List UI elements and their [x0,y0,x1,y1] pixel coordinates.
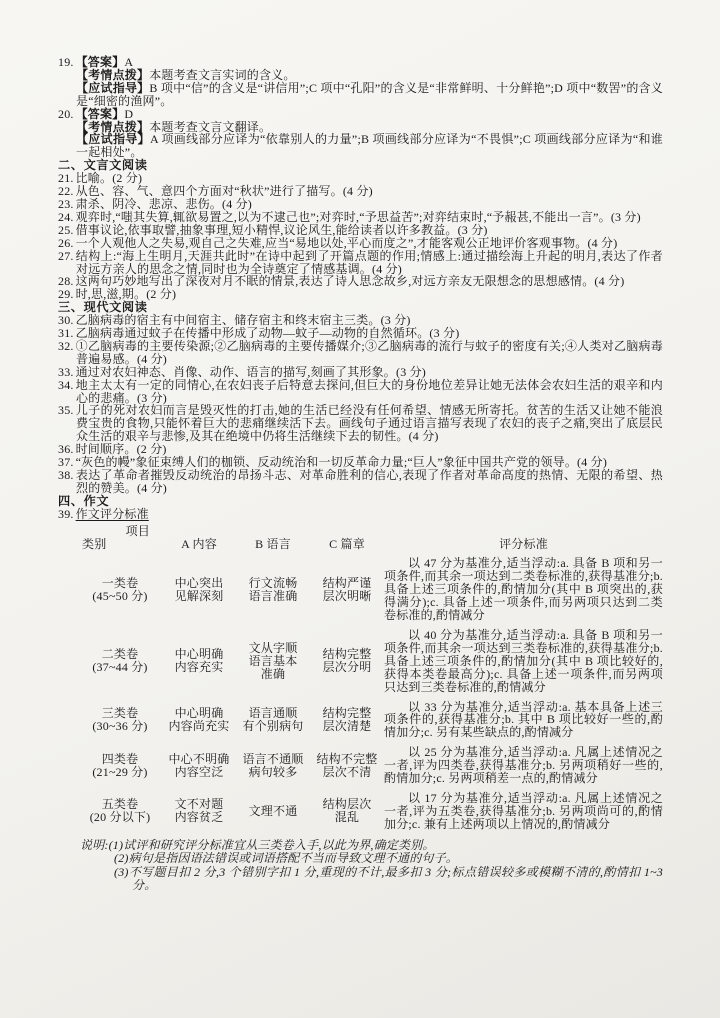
table-row-grade1 [78,557,663,622]
exam-point-label: 【考情点拨】 [76,67,150,82]
answer-item-29 [58,288,663,301]
structure-cell [310,753,384,779]
section-heading-modern: 三、现代文阅读 [58,300,148,315]
answer-text: 时,思,滋,期。(2 分) [75,287,177,302]
guidance-label: 【应试指导】 [76,80,150,95]
answer-label: 【答案】 [75,106,125,121]
content-cell [162,753,236,779]
scoring-table [78,525,663,831]
grade-name: 四类卷 [101,751,139,766]
note-line-1 [80,839,663,853]
guidance-line [58,82,663,108]
answer-text: 儿子的死对农妇而言是毁灭性的打击,她的生活已经没有任何希望、情感无所寄托。贫苦的生活又让她不能浪费宝贵的食物,只能怀着巨大的悲痛继续活下去。画线句子通过语言描写表现了农妇的丧子之痛,突出了底层民众生活的艰辛与悲惨,及其在绝境中仍将生活继续下去的韧性。(4 分) [75,403,663,444]
note-line-3 [80,866,663,893]
structure-cell [310,798,384,824]
grade-cell [78,707,162,733]
language-cell [236,577,310,603]
answer-label: 【答案】 [75,55,125,69]
cell-line: 层次分明 [322,660,372,675]
guidance-text: A 项画线部分应译为“依靠别人的力量”;B 项画线部分应译为“不畏惧”;C 项画线部分应译为“和谁一起相处”。 [76,132,663,160]
structure-cell [310,577,384,603]
corner-label-category: 类别 [82,536,107,551]
standard-cell: 以 40 分为基准分,适当浮动:a. 具备 B 项和另一项条件,而其余一项达到三类卷标准的,获得基准分;b. 具备上述三项条件的,酌情加分(其中 B 项比较好的,获得本类卷最高分);c. 具备上述一项条件,而另两项只达到三类卷标准的,酌情减分 [384,627,663,694]
language-cell [236,707,310,733]
cell-line: 文从字顺 [248,640,298,655]
grade-cell [78,577,162,603]
exam-point-label: 【考情点拨】 [76,119,150,134]
grade-cell [78,753,162,779]
note-text: (3)不写题目扣 2 分,3 个错别字扣 1 分,重现的不计,最多扣 3 分;标点错误较多或模糊不清的,酌情扣 1~3 分。 [114,864,663,893]
item-number: 26. [58,235,74,250]
answer-text: 结构上:“海上生明月,天涯共此时”在诗中起到了开篇点题的作用;情感上:通过描绘海上升起的明月,表达了作者对远方亲人的思念之情,同时也为全诗奠定了情感基调。(4 分) [75,248,663,276]
cell-line: 准确 [260,666,286,681]
item-number: 38. [58,468,74,482]
language-cell [236,753,310,779]
note-text: (2)病句是指因语法错误或词语搭配不当而导致文理不通的句子。 [114,851,458,866]
language-cell [236,642,310,681]
scoring-standard-title: 作文评分标准 [75,506,149,521]
column-header-language: B 语言 [255,536,291,551]
grade-range: (20 分以下) [89,810,151,825]
grade-range: (21~29 分) [92,764,148,779]
guidance-text: B 项中“信”的含义是“讲信用”;C 项中“孔阳”的含义是“非常鲜明、十分鲜艳”;D 项中“数罟”的含义是“细密的渔网”。 [76,80,663,108]
item-number: 27. [58,248,74,263]
answer-item-32 [58,340,663,366]
content-cell [162,707,236,733]
item-number: 20. [58,106,74,121]
answer-text: 乙脑病毒的宿主有中间宿主、储存宿主和终末宿主三类。(3 分) [75,313,411,328]
answer-item-38 [58,469,663,495]
content-cell [162,648,236,674]
grade-name: 二类卷 [101,647,139,662]
cell-line: 层次不清 [322,764,372,779]
standard-cell: 以 47 分为基准分,适当浮动:a. 具备 B 项和另一项条件,而其余一项达到二类卷标准的,获得基准分;b. 具备上述三项条件的,酌情加分(其中 B 项突出的,获得满分);c. 具备上述一项条件,而另两项只达到二类卷标准的,酌情减分 [384,556,663,623]
item-number: 31. [58,326,74,341]
grade-name: 五类卷 [101,797,139,812]
item-number: 33. [58,364,74,379]
cell-line: 内容空泛 [174,764,224,779]
cell-line: 病句较多 [248,764,298,779]
grading-notes [80,839,663,893]
answer-text: 乙脑病毒通过蚊子在传播中形成了动物—蚊子—动物的自然循环。(3 分) [75,326,460,341]
table-row-grade3 [78,701,663,740]
answer-item-34 [58,379,663,405]
column-header-structure: C 篇章 [329,536,365,551]
cell-line: 中心突出 [174,575,224,590]
grade-range: (30~36 分) [92,718,148,733]
answer-text: 时间顺序。(2 分) [75,442,167,457]
table-row-grade2 [78,629,663,694]
answer-text: 借事议论,依事取譬,抽象事理,短小精悍,议论风生,能给读者以许多教益。(3 分) [75,222,488,237]
item-number: 28. [58,274,74,289]
cell-line: 结构完整 [322,705,372,720]
item-number: 37. [58,455,74,470]
cell-line: 中心不明确 [168,751,230,766]
answer-text: ①乙脑病毒的主要传染源;②乙脑病毒的主要传播媒介;③乙脑病毒的流行与蚊子的密度有关;④人类对乙脑病毒普遍易感。(4 分) [75,338,663,366]
cell-line: 文理不通 [248,803,298,818]
item-number: 24. [58,209,74,224]
standard-cell: 以 33 分为基准分,适当浮动:a. 基本具备上述三项条件的,获得基准分;b. 其中 B 项比较好一些的,酌情加分;c. 另有某些缺点的,酌情减分 [384,699,663,740]
answer-text: 地主太太有一定的同情心,在农妇丧子后特意去探问,但巨大的身份地位差异让她无法体会农妇生活的艰辛和内心的悲痛。(3 分) [75,377,663,405]
exam-point-text: 本题考查文言实词的含义。 [149,67,296,82]
guidance-label: 【应试指导】 [76,132,150,147]
grade-name: 一类卷 [101,575,139,590]
cell-line: 行文流畅 [248,575,298,590]
exam-point-text: 本题考查文言文翻译。 [149,119,272,134]
grade-range: (45~50 分) [92,588,148,603]
item-number: 39. [58,506,74,521]
section-heading-composition: 四、作文 [58,493,110,508]
cell-line: 结构完整 [322,647,372,662]
cell-line: 中心明确 [174,647,224,662]
cell-line: 语言通顺 [248,705,298,720]
table-row-grade5 [78,792,663,831]
table-corner-cell [78,525,162,551]
answer-item-35 [58,404,663,443]
item-number: 23. [58,196,74,211]
answer-text: 从色、容、气、意四个方面对“秋状”进行了描写。(4 分) [75,184,373,199]
cell-line: 混乱 [334,810,360,825]
structure-cell [310,648,384,674]
table-row-grade4 [78,746,663,785]
item-number: 30. [58,313,74,328]
cell-line: 内容贫乏 [174,810,224,825]
answer-key-body [58,56,663,521]
cell-line: 文不对题 [174,797,224,812]
item-number: 29. [58,287,74,302]
cell-line: 结构严谨 [322,575,372,590]
cell-line: 内容充实 [174,660,224,675]
cell-line: 见解深刻 [174,588,224,603]
corner-label-project: 项目 [125,523,150,538]
answer-text: A [124,55,134,69]
column-header-standard: 评分标准 [499,536,548,551]
grade-cell [78,648,162,674]
item-number: 36. [58,442,74,457]
item-number: 22. [58,184,74,199]
content-cell [162,577,236,603]
cell-line: 语言准确 [248,588,298,603]
item-number: 34. [58,377,74,392]
answer-text: “灰色的幔”象征束缚人们的枷锁、反动统治和一切反革命力量;“巨人”象征中国共产党的领导。(4 分) [75,455,608,470]
section-heading-classical: 二、文言文阅读 [58,158,148,173]
cell-line: 层次明晰 [322,588,372,603]
cell-line: 有个别病句 [242,718,304,733]
cell-line: 内容尚充实 [168,718,230,733]
answer-text: 比喻。(2 分) [75,171,143,186]
cell-line: 结构层次 [322,797,372,812]
cell-line: 层次清楚 [322,718,372,733]
language-cell [236,805,310,818]
column-header-content: A 内容 [181,536,217,551]
answer-text: 通过对农妇神态、肖像、动作、语言的描写,刻画了其形象。(3 分) [75,364,427,379]
table-header-row [78,525,663,551]
item-number: 32. [58,338,74,353]
content-cell [162,798,236,824]
cell-line: 语言基本 [248,653,298,668]
notes-label: 说明: [80,837,109,852]
cell-line: 语言不通顺 [242,751,304,766]
grade-range: (37~44 分) [92,660,148,675]
grade-name: 三类卷 [101,705,139,720]
note-text: (1)试评和研究评分标准宜从三类卷入手,以此为界,确定类别。 [108,837,435,852]
guidance-line [58,133,663,159]
note-line-2 [80,852,663,866]
item-number: 19. [58,55,74,69]
standard-cell: 以 25 分为基准分,适当浮动:a. 凡属上述情况之一者,评为四类卷,获得基准分;b. 另两项稍好一些的,酌情加分;c. 另两项稍差一点的,酌情减分 [384,745,663,786]
structure-cell [310,707,384,733]
item-number: 35. [58,403,74,418]
answer-text: 肃杀、阴冷、悲凉、悲伤。(4 分) [75,196,253,211]
item-number: 25. [58,222,74,237]
answer-text: 表达了革命者摧毁反动统治的昂扬斗志、对革命胜利的信心,表现了作者对革命高度的热情、无限的希望、热烈的赞美。(4 分) [75,468,663,495]
cell-line: 结构不完整 [316,751,378,766]
answer-text: 一个人观他人之失易,观自己之失难,应当“易地以处,平心而度之”,才能客观公正地评价客观事物。(4 分) [75,235,618,250]
answer-text: D [124,106,134,121]
cell-line: 中心明确 [174,705,224,720]
grade-cell [78,798,162,824]
standard-cell: 以 17 分为基准分,适当浮动:a. 凡属上述情况之一者,评为五类卷,获得基准分;b. 另两项尚可的,酌情加分;c. 兼有上述两项以上情况的,酌情减分 [384,790,663,831]
answer-text: 观弈时,“嗤其失算,辄欲易置之,以为不逮己也”;对弈时,“予思益苦”;对弈结束时,“予赧甚,不能出一言”。(3 分) [75,209,641,224]
item-number: 21. [58,171,74,186]
answer-item-39 [58,508,663,521]
answer-text: 这两句巧妙地写出了深夜对月不眠的情景,表达了诗人思念故乡,对远方亲友无限想念的思想感情。(4 分) [75,274,625,289]
answer-item-27 [58,250,663,276]
